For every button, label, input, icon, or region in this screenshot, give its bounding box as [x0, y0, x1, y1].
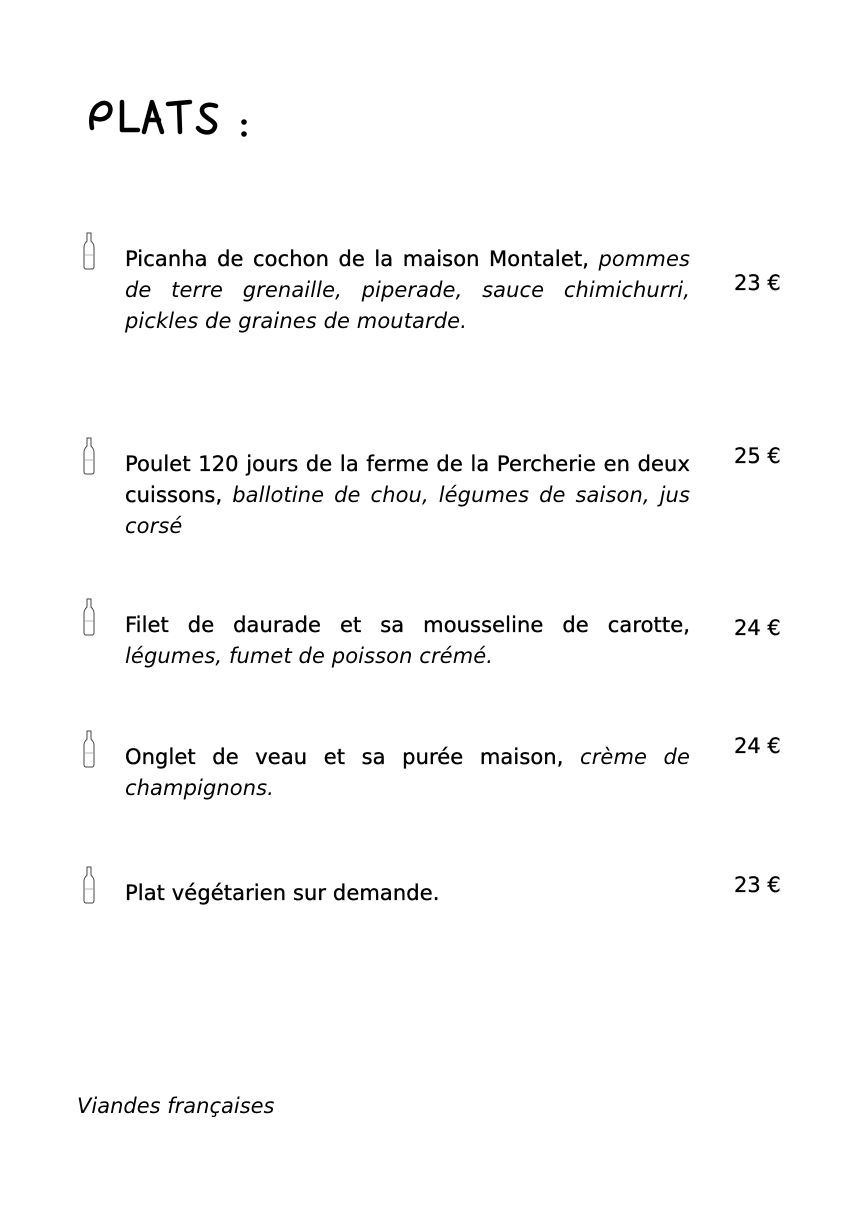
wine-bottle-icon [82, 232, 96, 270]
dish-text [125, 742, 690, 804]
page-title [86, 88, 286, 148]
wine-bottle-icon [82, 866, 96, 904]
dish-name: Filet de daurade et sa mousseline de carotte, [125, 613, 690, 637]
dish-name: Plat végétarien sur demande. [125, 881, 440, 905]
dish-price: 23 € [734, 873, 781, 897]
footer-note: Viandes françaises [77, 1094, 275, 1118]
dish-text [125, 610, 690, 672]
dish-name: Poulet 120 jours de la ferme de la Percherie en deux cuissons, [125, 452, 690, 507]
page-title-lettering [86, 88, 286, 148]
dish-text [125, 878, 690, 909]
wine-bottle-icon [82, 437, 96, 475]
dish-price: 25 € [734, 444, 781, 468]
dish-description: pommes de terre grenaille, piperade, sauce chimichurri, pickles de graines de moutarde. [125, 247, 691, 333]
dish-description: légumes, fumet de poisson crémé. [125, 644, 494, 668]
dish-name: Onglet de veau et sa purée maison, [125, 745, 564, 769]
dish-price: 24 € [734, 616, 781, 640]
wine-bottle-icon [82, 598, 96, 636]
dish-description: ballotine de chou, légumes de saison, jus corsé [125, 483, 690, 538]
dish-price: 23 € [734, 271, 781, 295]
dish-price: 24 € [734, 734, 781, 758]
dish-name: Picanha de cochon de la maison Montalet, [125, 247, 589, 271]
wine-bottle-icon [82, 730, 96, 768]
dish-text [125, 449, 690, 542]
dish-text [125, 244, 690, 337]
dish-description: crème de champignons. [125, 745, 691, 800]
